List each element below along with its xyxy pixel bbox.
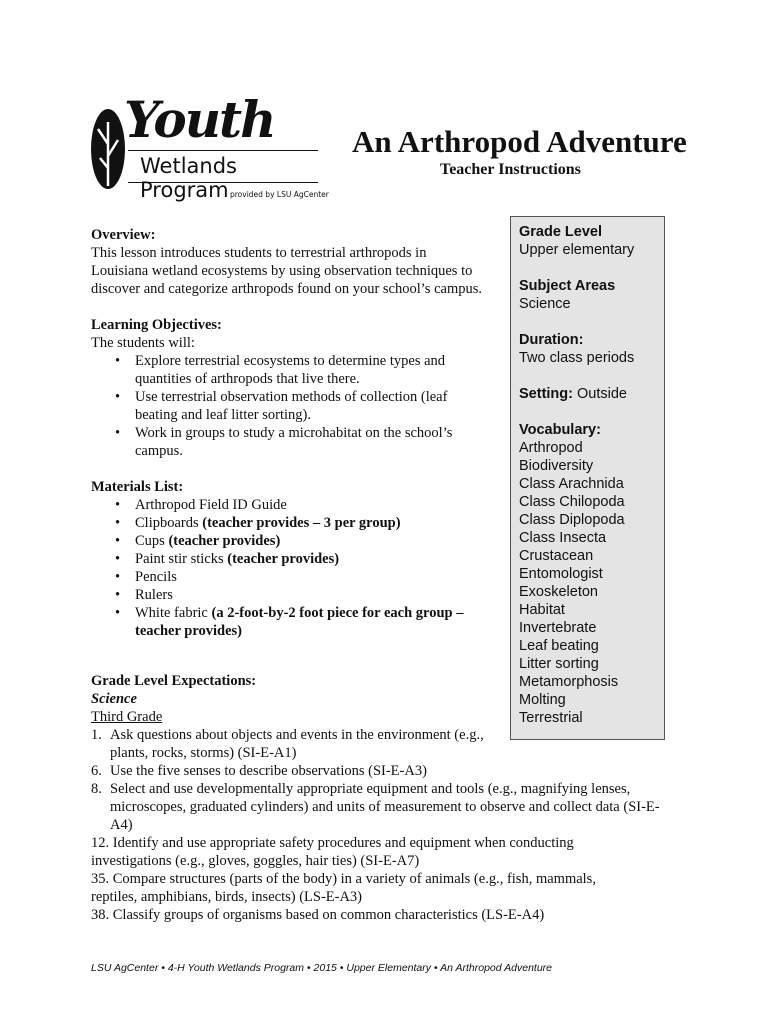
list-item: • Clipboards (teacher provides – 3 per group) xyxy=(135,514,511,532)
grade-level-expectations xyxy=(91,672,691,924)
setting-label: Setting: xyxy=(519,386,573,402)
list-item: • Pencils xyxy=(135,568,511,586)
materials-list xyxy=(91,496,511,640)
overview-heading: Overview: xyxy=(91,227,156,243)
overview-line: Louisiana wetland ecosystems by using observation techniques to xyxy=(91,263,473,279)
gle-item: 38. Classify groups of organisms based on common characteristics (LS-E-A4) xyxy=(91,907,545,923)
list-item: • White fabric (a 2-foot-by-2 foot piece for each group – teacher provides) xyxy=(135,604,511,640)
gle-item: 1. Ask questions about objects and events in the environment (e.g., plants, rocks, storms) (SI-E-A1) xyxy=(91,727,484,761)
gle-subject: Science xyxy=(91,691,137,707)
logo-tagline: provided by LSU AgCenter xyxy=(230,190,329,199)
vocab-term: Crustacean xyxy=(519,548,594,564)
logo-word-youth: Youth xyxy=(124,90,275,149)
overview-line: discover and categorize arthropods found on your school’s campus. xyxy=(91,281,482,297)
list-item: • Use terrestrial observation methods of collection (leaf beating and leaf litter sorting). xyxy=(135,388,511,424)
vocab-term: Class Arachnida xyxy=(519,476,624,492)
youth-wetlands-logo xyxy=(88,90,328,205)
vocabulary-label: Vocabulary: xyxy=(519,422,601,438)
gle-item: 8. Select and use developmentally appropriate equipment and tools (e.g., magnifying lenses, microscopes, graduated cylinders) and units of measurement to observe and collect data (SI-E- A4) xyxy=(91,781,660,833)
logo-word-wetlands: Wetlands Program xyxy=(140,154,237,202)
gle-item: 6. Use the five senses to describe observations (SI-E-A3) xyxy=(91,763,427,779)
subject-areas-label: Subject Areas xyxy=(519,278,616,294)
list-item: • Explore terrestrial ecosystems to determine types and quantities of arthropods that live there. xyxy=(135,352,511,388)
vocab-term: Molting xyxy=(519,692,566,708)
list-item: • Paint stir sticks (teacher provides) xyxy=(135,550,511,568)
objectives-intro: The students will: xyxy=(91,335,195,351)
vocab-term: Habitat xyxy=(519,602,565,618)
vocab-term: Class Chilopoda xyxy=(519,494,625,510)
gle-item: 12. Identify and use appropriate safety procedures and equipment when conducting investigations (e.g., gloves, goggles, hair ties) (SI-E-A7) xyxy=(91,835,574,869)
gle-grade: Third Grade xyxy=(91,709,163,725)
vocab-term: Arthropod xyxy=(519,440,583,456)
vocab-term: Terrestrial xyxy=(519,710,583,726)
subject-areas-value: Science xyxy=(519,296,571,312)
duration-value: Two class periods xyxy=(519,350,635,366)
vocab-term: Class Insecta xyxy=(519,530,607,546)
overview-line: This lesson introduces students to terrestrial arthropods in xyxy=(91,245,427,261)
page-title: An Arthropod Adventure xyxy=(352,124,687,159)
list-item: • Cups (teacher provides) xyxy=(135,532,511,550)
list-item: • Arthropod Field ID Guide xyxy=(135,496,511,514)
page-subtitle: Teacher Instructions xyxy=(440,161,581,178)
gle-item: 35. Compare structures (parts of the body) in a variety of animals (e.g., fish, mammals, reptiles, amphibians, birds, insects) (LS-E-A3) xyxy=(91,871,596,905)
vocab-term: Exoskeleton xyxy=(519,584,598,600)
page-footer: LSU AgCenter • 4-H Youth Wetlands Program • 2015 • Upper Elementary • An Arthropod Adventure xyxy=(91,962,553,974)
vocab-term: Invertebrate xyxy=(519,620,597,636)
list-item: • Rulers xyxy=(135,586,511,604)
objectives-heading: Learning Objectives: xyxy=(91,317,222,333)
list-item: • Work in groups to study a microhabitat on the school’s campus. xyxy=(135,424,511,460)
objectives-list xyxy=(91,352,511,460)
setting-value: Outside xyxy=(572,386,627,402)
setting-row xyxy=(519,385,656,403)
lesson-info-box xyxy=(510,216,665,740)
vocab-term: Biodiversity xyxy=(519,458,594,474)
logo-rule xyxy=(128,150,318,151)
logo-rule xyxy=(128,182,318,183)
duration-label: Duration: xyxy=(519,332,584,348)
materials-heading: Materials List: xyxy=(91,479,184,495)
vocab-term: Litter sorting xyxy=(519,656,599,672)
vocab-term: Entomologist xyxy=(519,566,603,582)
main-content xyxy=(91,226,511,640)
grade-level-label: Grade Level xyxy=(519,224,603,240)
gle-heading: Grade Level Expectations: xyxy=(91,673,257,689)
vocab-term: Leaf beating xyxy=(519,638,599,654)
grade-level-value: Upper elementary xyxy=(519,242,635,258)
vocab-term: Class Diplopoda xyxy=(519,512,625,528)
wetland-plant-logo-icon xyxy=(88,104,128,194)
vocab-term: Metamorphosis xyxy=(519,674,619,690)
